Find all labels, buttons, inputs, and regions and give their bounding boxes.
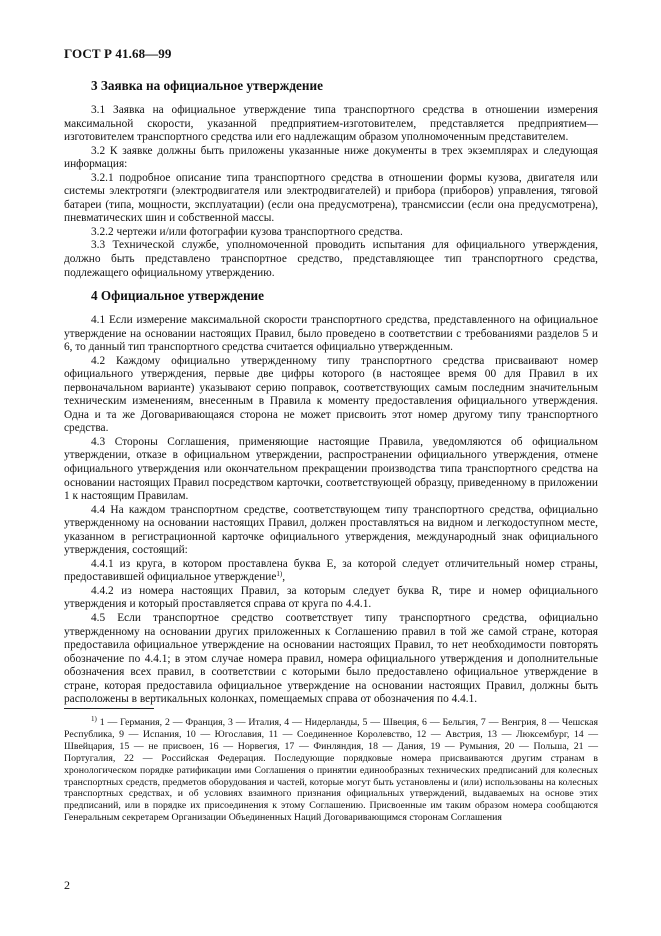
section-4 — [64, 288, 598, 707]
paragraph-3-1: 3.1 Заявка на официальное утверждение типа транспортного средства в отношении измерения максимальной скорости, указанной предприятием-изготовителем, представляется предприятием—изготовителем транспортного средства или его надлежащим образом уполномоченным представителем. — [64, 104, 598, 144]
paragraph-4-4-1-text: 4.4.1 из круга, в котором проставлена буква E, за которой следует отличительный номер страны, предоставившей официальное утверждение — [64, 557, 598, 584]
paragraph-3-3: 3.3 Технической службе, уполномоченной проводить испытания для официального утверждения, должно быть представлено транспортное средство, представляющее тип транспортного средства, подлежащего официальному утверждению. — [64, 239, 598, 279]
paragraph-4-1: 4.1 Если измерение максимальной скорости транспортного средства, представленного на официальное утверждение на основании настоящих Правил, было проведено в соответствии с требованиями разделов 5 и 6, то данный тип транспортного средства считается официально утвержденным. — [64, 314, 598, 354]
footnote-separator — [64, 708, 154, 709]
footnote-marker: 1) — [91, 715, 97, 723]
section-3-heading: 3 Заявка на официальное утверждение — [91, 78, 323, 93]
paragraph-4-4-1-tail: , — [282, 571, 286, 584]
paragraph-4-4: 4.4 На каждом транспортном средстве, соответствующем типу транспортного средства, официально утвержденному на основании настоящих Правил, должен проставляться на видном и легкодоступном месте, указанном в регистрационной карточке официального утверждения, международный знак официального утверждения, состоящий: — [64, 503, 598, 557]
footnote-body: 1 — Германия, 2 — Франция, 3 — Италия, 4 — Нидерланды, 5 — Швеция, 6 — Бельгия, 7 — Венгрия, 8 — Чешская Республика, 9 — Испания, 10 — Югославия, 11 — Соединенное Королевство, 12 — Австрия, 13 — Люксембург, 14 — Швейцария, 15 — не присвоен, 16 — Норвегия, 17 — Финляндия, 18 — Дания, 19 — Румыния, 20 — Польша, 21 — Португалия, 22 — Российская Федерация. Последующие порядковые номера присваиваются другим странам в хронологическом порядке ратификации ими Соглашения о принятии единообразных технических предписаний для колесных транспортных средств, предметов оборудования и частей, которые могут быть установлены и (или) использованы на колесных транспортных средствах, и об условиях взаимного признания официальных утверждений, выдаваемых на основе этих предписаний, или в порядке их присоединения к этому Соглашению. Присвоенные им таким образом номера сообщаются Генеральным секретарем Организации Объединенных Наций Договаривающимся сторонам Соглашения — [64, 717, 598, 824]
footnote-reference[interactable]: 1) — [276, 570, 283, 579]
paragraph-4-5: 4.5 Если транспортное средство соответствует типу транспортного средства, официально утвержденному на основании других приложенных к Соглашению правил в той же самой стране, которая предоставила официальное утверждение на основании настоящих Правил, то нет необходимости повторять обозначение по 4.4.1; в этом случае номера правил, номера официального утверждения и дополнительные обозначения всех правил, в соответствии с которыми было предоставлено официальное утверждение в стране, которая предоставила официальное утверждение на основании настоящих Правил, должны быть расположены в вертикальных колонках, помещаемых справа от обозначения по 4.4.1. — [64, 612, 598, 706]
paragraph-3-2-2: 3.2.2 чертежи и/или фотографии кузова транспортного средства. — [91, 225, 403, 238]
paragraph-4-4-2: 4.4.2 из номера настоящих Правил, за которым следует буква R, тире и номер официального утверждения и который проставляется справа от круга по 4.4.1. — [64, 584, 598, 611]
paragraph-4-4-1 — [64, 558, 598, 585]
paragraph-4-2: 4.2 Каждому официально утвержденному типу транспортного средства присваивают номер официального утверждения, первые две цифры которого (в настоящее время 00 для Правил в их первоначальном варианте) указывают серию поправок, соответствующих самым последним значительным техническим изменениям, внесенным в Правила к моменту предоставления официального утверждения. Одна и та же Договаривающаяся сторона не может присвоить этот номер другому типу транспортного средства. — [64, 354, 598, 435]
footnote — [64, 717, 598, 824]
section-3 — [64, 78, 598, 280]
page-number: 2 — [64, 878, 70, 892]
paragraph-4-3: 4.3 Стороны Соглашения, применяющие настоящие Правила, уведомляются об официальном утверждении, отказе в официальном утверждении, распространении официального утверждения, отмене официального утверждения или окончательном прекращении производства типа транспортного средства на основании настоящих Правил посредством карточки, соответствующей образцу, приведенному в приложении 1 к настоящим Правилам. — [64, 435, 598, 503]
paragraph-3-2: 3.2 К заявке должны быть приложены указанные ниже документы в трех экземплярах и следующая информация: — [64, 144, 598, 171]
footnote-text — [64, 717, 598, 824]
section-4-heading: 4 Официальное утверждение — [91, 288, 265, 303]
document-code: ГОСТ Р 41.68—99 — [64, 46, 172, 61]
paragraph-3-2-1: 3.2.1 подробное описание типа транспортного средства в отношении формы кузова, двигателя или системы электротяги (электродвигателя или электродвигателей) и прибора (приборов) управления, тяговой батареи (типа, мощности, эксплуатации) (если она предусмотрена), трансмиссии (если она предусмотрена), пневматических шин и собственной массы. — [64, 171, 598, 225]
